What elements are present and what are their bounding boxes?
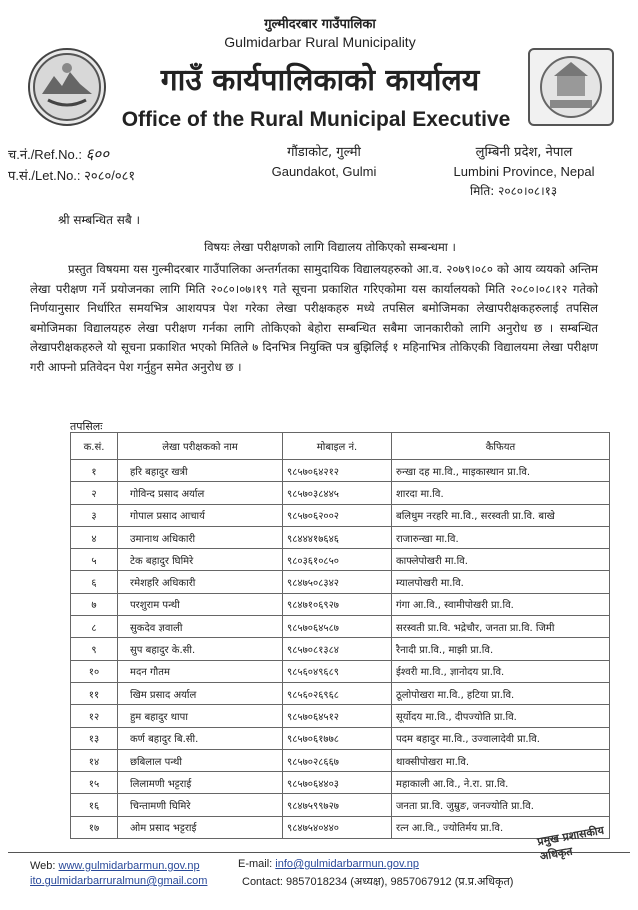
cell-mobile: ९८५७०६४५१२ <box>283 705 392 727</box>
cell-mobile: ९८५६०२६९६८ <box>283 682 392 704</box>
cell-name: चिन्तामणी घिमिरे <box>118 794 283 816</box>
municipality-name-np: गुल्मीदरबार गाउँपालिका <box>264 17 376 32</box>
let-label: प.सं./Let.No.: <box>8 168 81 183</box>
table-row <box>71 504 610 526</box>
cell-name: खिम प्रसाद अर्याल <box>118 682 283 704</box>
table-row <box>71 660 610 682</box>
cell-mobile: ९८०३६१०८५० <box>283 549 392 571</box>
cell-name: टेक बहादुर घिमिरे <box>118 549 283 571</box>
cell-mobile: ९८४७५४०४४० <box>283 816 392 838</box>
cell-mobile: ९८५७०६४४०३ <box>283 772 392 794</box>
table-row <box>71 549 610 571</box>
office-title-np: गाउँ कार्यपालिकाको कार्यालय <box>160 63 480 98</box>
cell-mobile: ९८५७०२८६६७ <box>283 749 392 771</box>
office-title-en: Office of the Rural Municipal Executive <box>121 108 511 131</box>
table-header-row <box>71 433 610 460</box>
cell-sn: ६ <box>71 571 118 593</box>
table-body <box>71 460 610 839</box>
cell-mobile: ९८४७५९९७२७ <box>283 794 392 816</box>
footer-divider <box>8 852 630 853</box>
ref-label: च.नं./Ref.No.: <box>8 147 82 162</box>
cell-name: सुप बहादुर के.सी. <box>118 638 283 660</box>
table-row <box>71 638 610 660</box>
footer-email <box>238 858 419 870</box>
web-label: Web: <box>30 860 56 872</box>
cell-name: परशुराम पन्थी <box>118 593 283 615</box>
email-label: E-mail: <box>238 858 273 870</box>
address-np: गौंडाकोट, गुल्मी <box>287 145 361 160</box>
cell-sn: ११ <box>71 682 118 704</box>
ref-value: ६०० <box>85 145 110 163</box>
province-np: लुम्बिनी प्रदेश, नेपाल <box>475 145 573 160</box>
table-row <box>71 772 610 794</box>
col-remark: कैफियत <box>392 433 610 460</box>
cell-name: मदन गौतम <box>118 660 283 682</box>
ref-number <box>8 144 109 164</box>
table-row <box>71 705 610 727</box>
cell-sn: १४ <box>71 749 118 771</box>
cell-mobile: ९८५७०३८४४५ <box>283 482 392 504</box>
table-row <box>71 571 610 593</box>
cell-remark: जनता प्रा.वि. जुम्रुङ, जनज्योति प्रा.वि. <box>392 794 610 816</box>
cell-remark: बलिधुम नरहरि मा.वि., सरस्वती प्रा.वि. बाखे <box>392 504 610 526</box>
cell-remark: सूर्योदय मा.वि., दीपज्योति प्रा.वि. <box>392 705 610 727</box>
cell-name: गोपाल प्रसाद आचार्य <box>118 504 283 526</box>
cell-remark: शारदा मा.वि. <box>392 482 610 504</box>
cell-remark: ठूलोपोखरा मा.वि., हटिया प्रा.वि. <box>392 682 610 704</box>
cell-sn: ८ <box>71 616 118 638</box>
cell-sn: ५ <box>71 549 118 571</box>
email-link-secondary[interactable]: ito.gulmidarbarruralmun@gmail.com <box>30 875 208 887</box>
municipality-name-en: Gulmidarbar Rural Municipality <box>224 34 416 50</box>
cell-sn: ३ <box>71 504 118 526</box>
footer-web <box>30 860 200 872</box>
salutation: श्री सम्बन्धित सबै । <box>58 213 141 227</box>
cell-sn: १२ <box>71 705 118 727</box>
cell-name: कर्ण बहादुर बि.सी. <box>118 727 283 749</box>
email-link-primary[interactable]: info@gulmidarbarmun.gov.np <box>275 858 419 870</box>
cell-mobile: ९८५७०६४५८७ <box>283 616 392 638</box>
cell-remark: ईश्वरी मा.वि., ज्ञानोदय प्रा.वि. <box>392 660 610 682</box>
cell-sn: १६ <box>71 794 118 816</box>
cell-mobile: ९८४४४१७६४६ <box>283 526 392 548</box>
footer-contact: Contact: 9857018234 (अध्यक्ष), 9857067912 (प्र.प्र.अधिकृत) <box>242 876 514 888</box>
cell-mobile: ९८५७०६२००२ <box>283 504 392 526</box>
cell-remark: थाक्सीपोखरा मा.वि. <box>392 749 610 771</box>
cell-mobile: ९८५७०६४२१२ <box>283 460 392 482</box>
table-row <box>71 593 610 615</box>
cell-remark: महाकाली आ.वि., ने.रा. प्रा.वि. <box>392 772 610 794</box>
auditor-table <box>70 432 610 839</box>
table-row <box>71 460 610 482</box>
cell-remark: गंगा आ.वि., स्वामीपोखरी प्रा.वि. <box>392 593 610 615</box>
cell-sn: ९ <box>71 638 118 660</box>
cell-name: लिलामणी भट्टराई <box>118 772 283 794</box>
cell-sn: ७ <box>71 593 118 615</box>
table-row <box>71 526 610 548</box>
letter-subject: विषयः लेखा परीक्षणको लागि विद्यालय तोकिएको सम्बन्धमा । <box>204 240 456 254</box>
cell-mobile: ९८५७०८१३८४ <box>283 638 392 660</box>
cell-mobile: ९८५७०६१७७८ <box>283 727 392 749</box>
cell-name: हरि बहादुर खत्री <box>118 460 283 482</box>
cell-mobile: ९८५६०४९६८९ <box>283 660 392 682</box>
cell-remark: रैनादी प्रा.वि., माझी प्रा.वि. <box>392 638 610 660</box>
cell-sn: १५ <box>71 772 118 794</box>
table-row <box>71 816 610 838</box>
nepal-emblem-icon <box>28 48 106 126</box>
cell-remark: रत्न आ.वि., ज्योतिर्मय प्रा.वि. <box>392 816 610 838</box>
cell-name: सुकदेव ज्ञवाली <box>118 616 283 638</box>
table-row <box>71 794 610 816</box>
cell-remark: पदम बहादुर मा.वि., उज्वालादेवी प्रा.वि. <box>392 727 610 749</box>
col-mobile: मोबाइल नं. <box>283 433 392 460</box>
table-row <box>71 482 610 504</box>
cell-mobile: ९८४७१०६९२७ <box>283 593 392 615</box>
cell-remark: रुन्खा दह मा.वि., माइकास्थान प्रा.वि. <box>392 460 610 482</box>
cell-remark: काफ्लेपोखरी मा.वि. <box>392 549 610 571</box>
cell-sn: १ <box>71 460 118 482</box>
table-row <box>71 749 610 771</box>
cell-sn: १३ <box>71 727 118 749</box>
table-row <box>71 682 610 704</box>
municipality-seal-icon <box>528 48 614 126</box>
table-row <box>71 727 610 749</box>
table-label: तपसिलः <box>70 420 103 433</box>
cell-remark: म्यालपोखरी मा.वि. <box>392 571 610 593</box>
cell-sn: ४ <box>71 526 118 548</box>
website-link[interactable]: www.gulmidarbarmun.gov.np <box>58 860 200 872</box>
letter-date: मिति: २०८०।०८।१३ <box>470 184 558 198</box>
signature-stamp: प्रमुख प्रशासकीय अधिकृत <box>536 823 605 864</box>
table-row <box>71 616 610 638</box>
cell-name: उमानाथ अधिकारी <box>118 526 283 548</box>
cell-sn: १० <box>71 660 118 682</box>
cell-name: ओम प्रसाद भट्टराई <box>118 816 283 838</box>
col-sn: क.सं. <box>71 433 118 460</box>
cell-remark: राजारुन्खा मा.वि. <box>392 526 610 548</box>
address-en: Gaundakot, Gulmi <box>271 164 377 179</box>
cell-remark: सरस्वती प्रा.वि. भद्रेचौर, जनता प्रा.वि. जिमी <box>392 616 610 638</box>
cell-sn: २ <box>71 482 118 504</box>
cell-name: छबिलाल पन्थी <box>118 749 283 771</box>
cell-name: हुम बहादुर थापा <box>118 705 283 727</box>
cell-name: गोविन्द प्रसाद अर्याल <box>118 482 283 504</box>
cell-sn: १७ <box>71 816 118 838</box>
letter-number <box>8 166 135 184</box>
province-en: Lumbini Province, Nepal <box>453 164 595 179</box>
cell-name: रमेशहरि अधिकारी <box>118 571 283 593</box>
cell-mobile: ९८४७५०८३४२ <box>283 571 392 593</box>
col-name: लेखा परीक्षकको नाम <box>118 433 283 460</box>
letter-body: प्रस्तुत विषयमा यस गुल्मीदरबार गाउँपालिका अन्तर्गतका सामुदायिक विद्यालयहरुको आ.व. २०७९।०८० को आय व्ययको अन्तिम लेखा परीक्षण गर्ने प्रयोजनका लागि मिति २०८०।०७।१९ गते सूचना प्रकाशित गरिएकोमा यस कार्यालयको मिति २०८०।०८।१२ गतेको निर्णयानुसार निर्धारित समयभित्र आशयपत्र पेश गरेका लेखा परीक्षकहरु मध्ये तपसिल बमोजिमका लेखापरीक्षकहरुलाई तपसिल बमोजिमका विद्यालयहरु लेखा परीक्षण गर्नका लागि तोकिएको बेहोरा सम्बन्धित सबैमा जानकारीको लागि अनुरोध छ । सम्बन्धित लेखापरीक्षकहरुले यो सूचना प्रकाशित भएको मितिले ७ दिनभित्र नियुक्ति पत्र बुझिलिई १ महिनाभित्र तोकिएकी विद्यालयमा लेखा परीक्षण गरी आफ्नो प्रतिवेदन पेश गर्नुहुन समेत अनुरोध छ । <box>30 262 598 374</box>
let-value: २०८०/०८१ <box>84 168 136 183</box>
